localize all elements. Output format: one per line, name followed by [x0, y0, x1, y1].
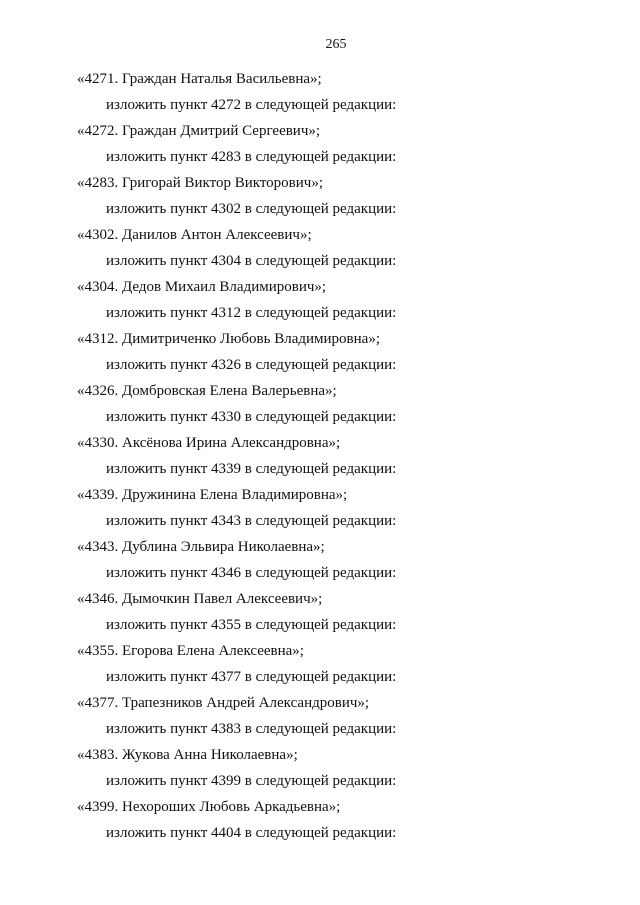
instruction-line: изложить пункт 4343 в следующей редакции: [106, 513, 397, 529]
instruction-line: изложить пункт 4399 в следующей редакции: [106, 773, 397, 789]
instruction-line: изложить пункт 4330 в следующей редакции: [106, 409, 397, 425]
instruction-line: изложить пункт 4346 в следующей редакции: [106, 565, 397, 581]
entry-line: «4302. Данилов Антон Алексеевич»; [77, 227, 312, 243]
entry-line: «4355. Егорова Елена Алексеевна»; [77, 643, 304, 659]
page-number: 265 [325, 37, 347, 52]
instruction-line: изложить пункт 4326 в следующей редакции: [106, 357, 397, 373]
entry-line: «4312. Димитриченко Любовь Владимировна»; [77, 331, 380, 347]
instruction-line: изложить пункт 4383 в следующей редакции: [106, 721, 397, 737]
entry-line: «4326. Домбровская Елена Валерьевна»; [77, 383, 337, 399]
instruction-line: изложить пункт 4302 в следующей редакции: [106, 201, 397, 217]
instruction-line: изложить пункт 4304 в следующей редакции: [106, 253, 397, 269]
entry-line: «4304. Дедов Михаил Владимирович»; [77, 279, 327, 295]
instruction-line: изложить пункт 4272 в следующей редакции: [106, 97, 397, 113]
entry-line: «4330. Аксёнова Ирина Александровна»; [77, 435, 341, 451]
entry-line: «4272. Граждан Дмитрий Сергеевич»; [77, 123, 321, 139]
instruction-line: изложить пункт 4283 в следующей редакции: [106, 149, 397, 165]
instruction-line: изложить пункт 4404 в следующей редакции: [106, 825, 397, 841]
instruction-line: изложить пункт 4377 в следующей редакции: [106, 669, 397, 685]
entry-line: «4346. Дымочкин Павел Алексеевич»; [77, 591, 323, 607]
instruction-line: изложить пункт 4355 в следующей редакции: [106, 617, 397, 633]
entry-line: «4383. Жукова Анна Николаевна»; [77, 747, 298, 763]
entry-line: «4283. Григорай Виктор Викторович»; [77, 175, 323, 191]
entry-line: «4377. Трапезников Андрей Александрович»; [77, 695, 370, 711]
entry-line: «4339. Дружинина Елена Владимировна»; [77, 487, 348, 503]
instruction-line: изложить пункт 4339 в следующей редакции: [106, 461, 397, 477]
entry-line: «4399. Нехороших Любовь Аркадьевна»; [77, 799, 341, 815]
instruction-line: изложить пункт 4312 в следующей редакции: [106, 305, 397, 321]
entry-line: «4271. Граждан Наталья Васильевна»; [77, 71, 322, 87]
document-body [0, 70, 640, 850]
entry-line: «4343. Дублина Эльвира Николаевна»; [77, 539, 325, 555]
